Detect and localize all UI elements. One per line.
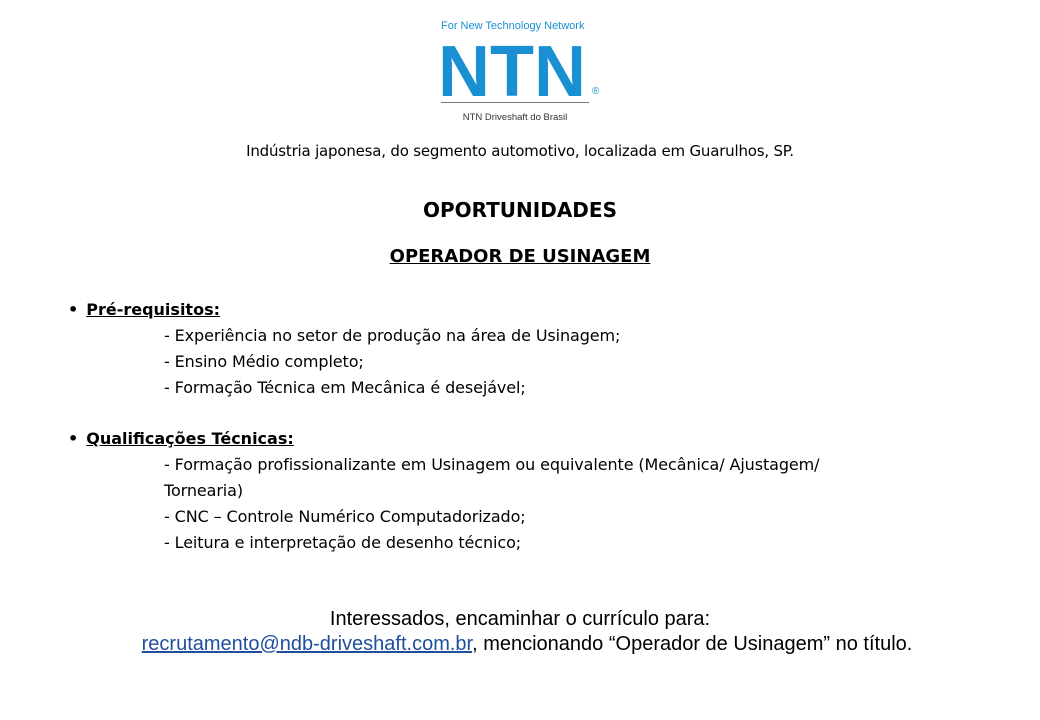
contact-instruction: Interessados, encaminhar o currículo para:: [329, 608, 711, 630]
email-link[interactable]: recrutamento@ndb-driveshaft.com.br: [141, 633, 473, 655]
bullet: •: [68, 300, 79, 319]
logo-brand: NTN: [438, 32, 586, 100]
page-heading: OPORTUNIDADES: [423, 198, 617, 222]
list-item: - Leitura e interpretação de desenho técnico;: [164, 533, 522, 552]
logo-tagline: For New Technology Network: [441, 20, 585, 32]
section-title-text: Qualificações Técnicas:: [86, 429, 294, 448]
position-title: [0, 246, 1040, 267]
list-item: - Formação profissionalizante em Usinagem ou equivalente (Mecânica/ Ajustagem/: [164, 455, 820, 474]
section-qualifications-title: [68, 429, 294, 448]
list-item: - Experiência no setor de produção na área de Usinagem;: [164, 326, 621, 345]
section-title-text: Pré-requisitos:: [86, 300, 220, 319]
logo-registered-mark: ®: [592, 86, 600, 97]
contact-line: [0, 633, 1040, 656]
logo-divider: [441, 102, 589, 103]
section-prerequisites-title: [68, 300, 220, 319]
list-item: Tornearia): [164, 481, 244, 500]
list-item: - Formação Técnica em Mecânica é desejável;: [164, 378, 526, 397]
ntn-logo: [436, 16, 606, 126]
list-item: - Ensino Médio completo;: [164, 352, 364, 371]
list-item: - CNC – Controle Numérico Computadorizado;: [164, 507, 526, 526]
company-intro: Indústria japonesa, do segmento automotivo, localizada em Guarulhos, SP.: [246, 142, 794, 160]
position-title-text: OPERADOR DE USINAGEM: [389, 246, 651, 267]
contact-rest: , mencionando “Operador de Usinagem” no título.: [472, 633, 913, 655]
logo-subtitle: NTN Driveshaft do Brasil: [462, 112, 568, 123]
bullet: •: [68, 429, 79, 448]
ntn-logo-mark: [436, 20, 601, 100]
